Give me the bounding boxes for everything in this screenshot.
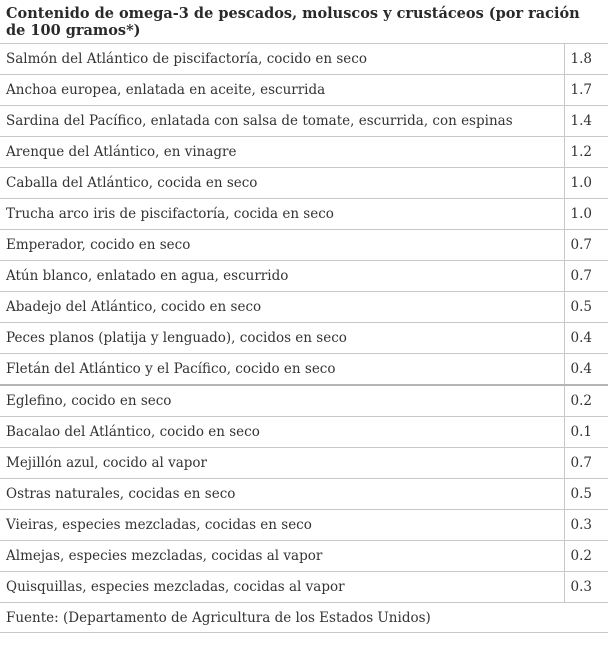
omega3-value: 0.7	[564, 261, 608, 292]
food-item-name: Abadejo del Atlántico, cocido en seco	[0, 292, 564, 323]
omega3-value: 1.4	[564, 106, 608, 137]
table-row	[0, 417, 608, 448]
table-row	[0, 354, 608, 386]
table-row	[0, 572, 608, 603]
food-item-name: Anchoa europea, enlatada en aceite, escurrida	[0, 75, 564, 106]
omega3-value: 0.7	[564, 230, 608, 261]
table-row	[0, 75, 608, 106]
omega3-value: 1.7	[564, 75, 608, 106]
omega3-value: 1.0	[564, 168, 608, 199]
omega3-value: 0.4	[564, 354, 608, 386]
omega3-value: 1.2	[564, 137, 608, 168]
omega3-value: 1.0	[564, 199, 608, 230]
table-row	[0, 292, 608, 323]
omega3-value: 0.3	[564, 510, 608, 541]
table-row	[0, 199, 608, 230]
food-item-name: Peces planos (platija y lenguado), cocidos en seco	[0, 323, 564, 354]
food-item-name: Emperador, cocido en seco	[0, 230, 564, 261]
omega3-value: 0.2	[564, 385, 608, 417]
table-row	[0, 261, 608, 292]
omega3-value: 0.7	[564, 448, 608, 479]
food-item-name: Caballa del Atlántico, cocida en seco	[0, 168, 564, 199]
omega3-value: 0.5	[564, 479, 608, 510]
omega3-value: 0.2	[564, 541, 608, 572]
food-item-name: Eglefino, cocido en seco	[0, 385, 564, 417]
omega3-value: 0.1	[564, 417, 608, 448]
omega3-value: 0.3	[564, 572, 608, 603]
table-title: Contenido de omega-3 de pescados, moluscos y crustáceos (por ración de 100 gramos*)	[0, 0, 608, 44]
table-row	[0, 510, 608, 541]
food-item-name: Vieiras, especies mezcladas, cocidas en seco	[0, 510, 564, 541]
food-item-name: Salmón del Atlántico de piscifactoría, cocido en seco	[0, 44, 564, 75]
food-item-name: Mejillón azul, cocido al vapor	[0, 448, 564, 479]
food-item-name: Fletán del Atlántico y el Pacífico, cocido en seco	[0, 354, 564, 386]
omega3-table	[0, 44, 608, 603]
food-item-name: Trucha arco iris de piscifactoría, cocida en seco	[0, 199, 564, 230]
table-row	[0, 168, 608, 199]
source-note: Fuente: (Departamento de Agricultura de los Estados Unidos)	[0, 603, 608, 633]
food-item-name: Sardina del Pacífico, enlatada con salsa de tomate, escurrida, con espinas	[0, 106, 564, 137]
food-item-name: Ostras naturales, cocidas en seco	[0, 479, 564, 510]
food-item-name: Arenque del Atlántico, en vinagre	[0, 137, 564, 168]
table-row	[0, 106, 608, 137]
omega3-value: 0.4	[564, 323, 608, 354]
table-row	[0, 448, 608, 479]
food-item-name: Atún blanco, enlatado en agua, escurrido	[0, 261, 564, 292]
table-row	[0, 323, 608, 354]
food-item-name: Almejas, especies mezcladas, cocidas al vapor	[0, 541, 564, 572]
table-row	[0, 479, 608, 510]
food-item-name: Bacalao del Atlántico, cocido en seco	[0, 417, 564, 448]
table-row	[0, 541, 608, 572]
table-row	[0, 385, 608, 417]
table-row	[0, 137, 608, 168]
table-row	[0, 44, 608, 75]
omega3-value: 0.5	[564, 292, 608, 323]
table-row	[0, 230, 608, 261]
food-item-name: Quisquillas, especies mezcladas, cocidas al vapor	[0, 572, 564, 603]
omega3-value: 1.8	[564, 44, 608, 75]
